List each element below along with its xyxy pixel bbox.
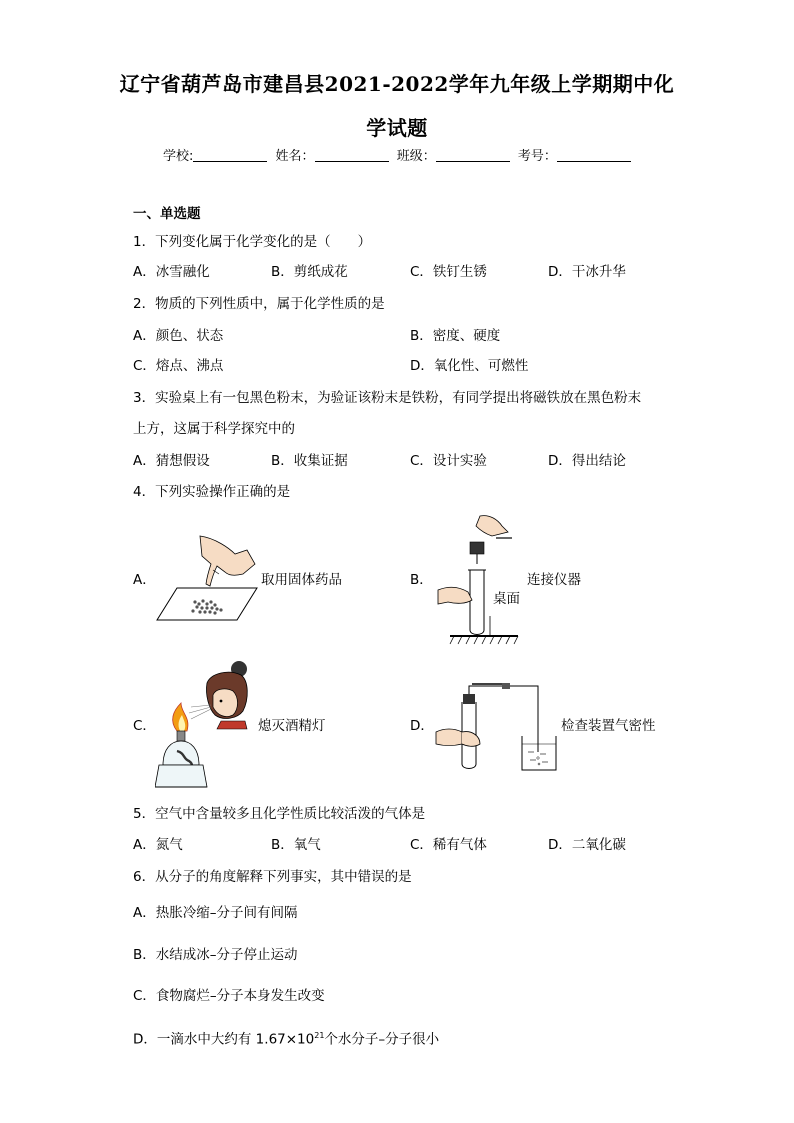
school-blank[interactable] [193,147,267,162]
name-label: 姓名： [275,149,315,164]
blowing-out-alcohol-lamp-figure [155,655,255,793]
question-5-stem: 5．空气中含量较多且化学性质比较活泼的气体是 [133,806,426,822]
name-blank[interactable] [315,147,389,162]
q5-option-a: A．氮气 [133,837,183,853]
question-2-stem: 2．物质的下列性质中，属于化学性质的是 [133,296,385,312]
q4-option-c-letter: C． [133,718,156,734]
q3-option-a: A．猜想假设 [133,453,210,469]
q4-option-a-caption: 取用固体药品 [261,572,342,588]
question-4-stem: 4．下列实验操作正确的是 [133,484,291,500]
q5-option-b: B．氧气 [271,837,321,853]
q6-option-d-exponent: 21 [314,1031,325,1040]
q4-option-b-desk-label: 桌面 [493,591,520,607]
question-3-stem-line1: 3．实验桌上有一包黑色粉末，为验证该粉末是铁粉，有同学提出将磁铁放在黑色粉末 [133,390,642,406]
school-label: 学校: [163,149,194,164]
q4-option-d-letter: D． [410,718,434,734]
q4-option-c-caption: 熄灭酒精灯 [258,718,326,734]
question-6-stem: 6．从分子的角度解释下列事实，其中错误的是 [133,869,412,885]
q5-option-d: D．二氧化碳 [548,837,626,853]
q4-option-d-caption: 检查装置气密性 [561,718,656,734]
checking-airtightness-figure [432,680,562,775]
exam-title-line1: 辽宁省葫芦岛市建昌县2021-2022学年九年级上学期期中化 [119,72,675,96]
q1-option-a: A．冰雪融化 [133,264,210,280]
connecting-apparatus-figure [432,512,532,647]
question-1-stem: 1．下列变化属于化学变化的是（ ） [133,234,372,250]
class-label: 班级： [396,149,436,164]
q1-option-d: D．干冰升华 [548,264,626,280]
q3-option-d: D．得出结论 [548,453,626,469]
q6-option-c: C．食物腐烂–分子本身发生改变 [133,988,325,1004]
exam-number-blank[interactable] [557,147,631,162]
q5-option-c: C．稀有气体 [410,837,487,853]
q2-option-c: C．熔点、沸点 [133,358,224,374]
exam-title-line2: 学试题 [366,116,428,140]
q1-option-b: B．剪纸成花 [271,264,348,280]
q2-option-b: B．密度、硬度 [410,328,501,344]
section-heading: 一、单选题 [133,206,201,222]
q2-option-a: A．颜色、状态 [133,328,224,344]
exam-number-label: 考号： [517,149,557,164]
q3-option-b: B．收集证据 [271,453,348,469]
class-blank[interactable] [436,147,510,162]
question-3-stem-line2: 上方，这属于科学探究中的 [133,421,295,437]
q4-option-b-letter: B． [410,572,433,588]
q6-option-d-text: D．一滴水中大约有 1.67×10 [133,1031,315,1048]
q4-option-b-caption: 连接仪器 [527,572,581,588]
hand-taking-solid-reagent-figure [155,534,260,624]
q6-option-b: B．水结成冰–分子停止运动 [133,947,298,963]
q3-option-c: C．设计实验 [410,453,487,469]
q2-option-d: D．氧化性、可燃性 [410,358,529,374]
q1-option-c: C．铁钉生锈 [410,264,487,280]
q6-option-d [133,1032,439,1047]
q4-option-a-letter: A． [133,572,156,588]
q6-option-a: A．热胀冷缩–分子间有间隔 [133,905,298,921]
student-info-row [163,145,635,164]
q6-option-d-text-end: 个水分子–分子很小 [324,1031,440,1048]
